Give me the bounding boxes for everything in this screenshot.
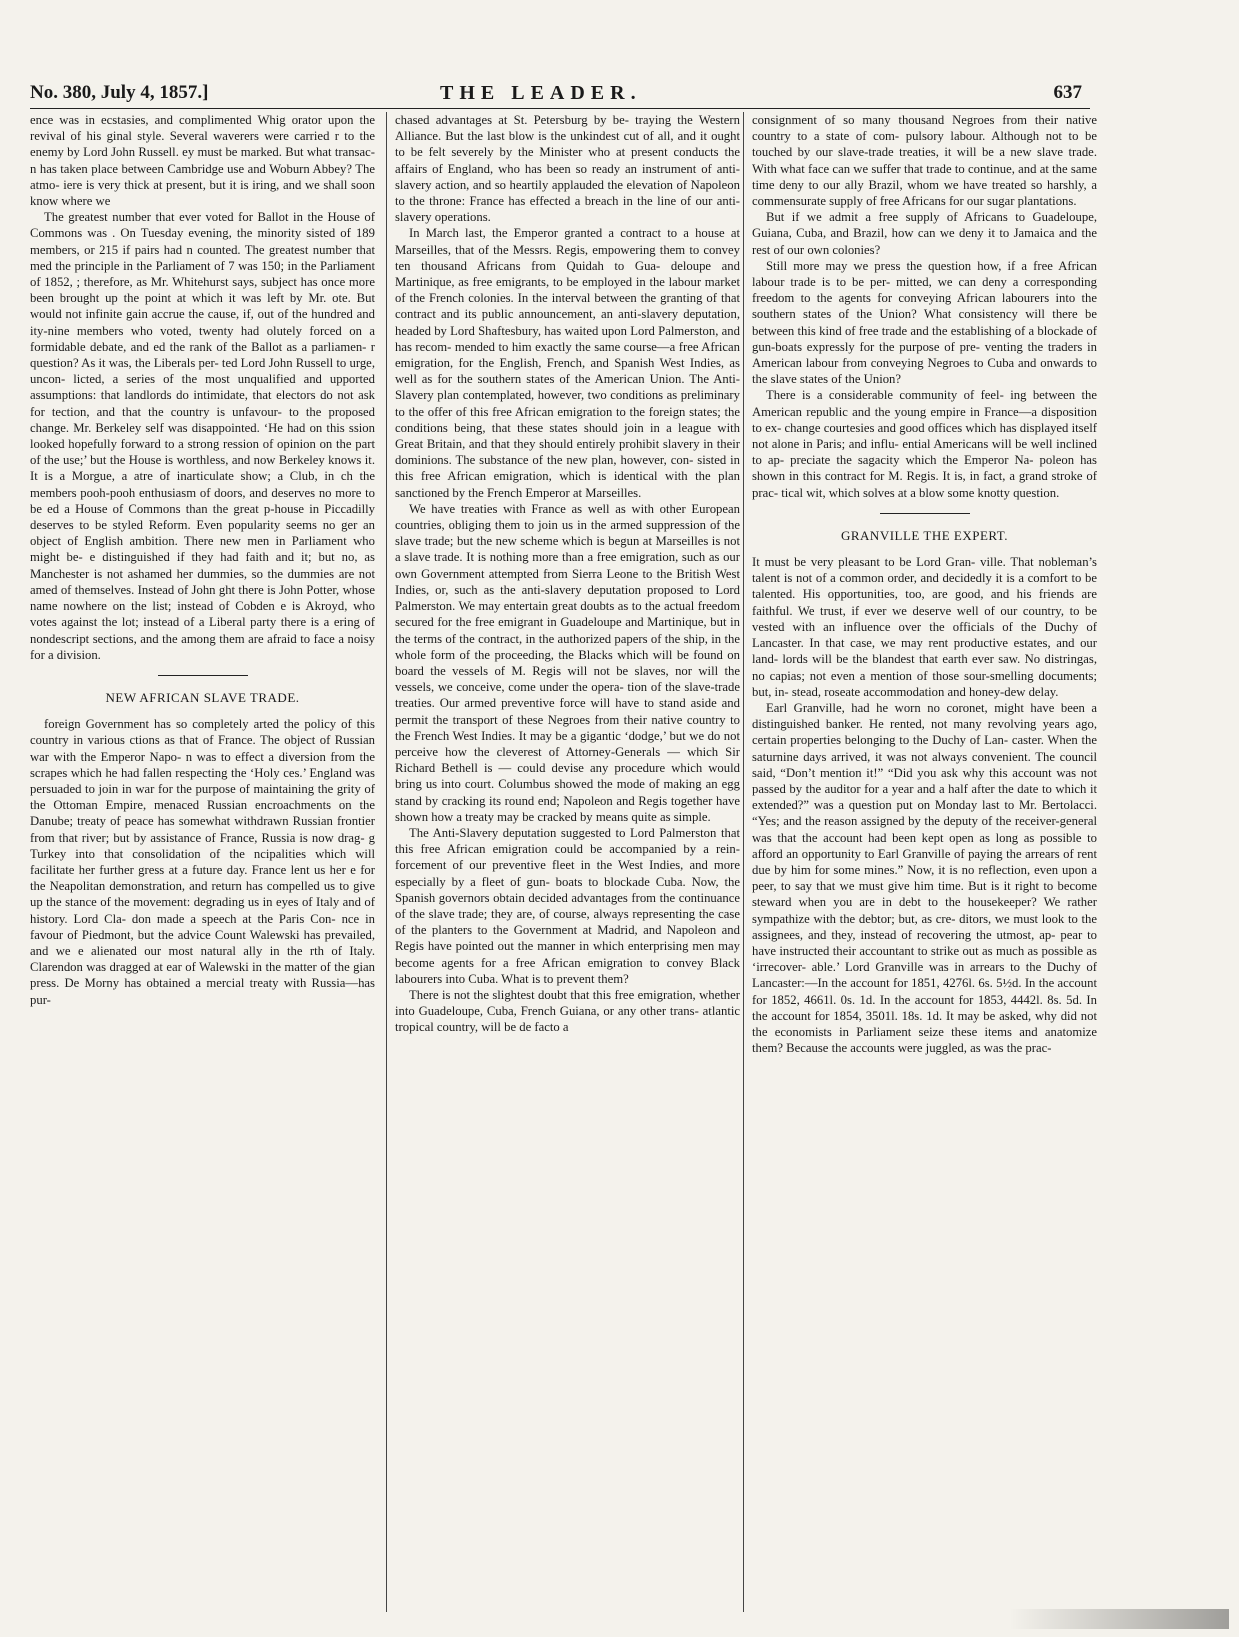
- page-number: 637: [1053, 82, 1082, 103]
- column-3: [743, 112, 1097, 1612]
- paragraph: It must be very pleasant to be Lord Gran- ville. That nobleman’s talent is not of a common order, and decidedly it is a comfort to be talented. His opportunities, too, are good, and his friends are faithful. We trust, if ever we deserve well of our country, to be vested with an influence over the officials of the Duchy of Lancaster. In that case, we may rent productive estates, and our land- lords will be the blandest that earth ever saw. No distringas, no capias; not even a mention of those sour-smelling documents; but, in- stead, roseate accommodation and honey-dew delay.: [752, 555, 1097, 699]
- paragraph: ence was in ecstasies, and complimented Whig orator upon the revival of his ginal style. Several waverers were carried r to the enemy by Lord John Russell. ey must be marked. But what transac- n has taken place between Cambridge use and Woburn Abbey? The atmo- iere is very thick at present, but it is iring, and we shall soon know where we: [30, 113, 375, 209]
- paragraph: The greatest number that ever voted for Ballot in the House of Commons was . On Tuesday evening, the minority sisted of 189 members, or 215 if pairs had n counted. The greatest number that med the principle in the Parliament of 7 was 150; in the Parliament of 1852, ; therefore, as Mr. Whitehurst says, subject has once more been brought up the point at which it was left by Mr. ote. But would not infinite gain accrue the cause, if, out of the hundred and ity-nine members who voted, twenty had olutely forced on a formidable debate, and ed the rank of the Ballot as a parliamen- r question? As it was, the Liberals per- ted Lord John Russell to urge, uncon- licted, a series of the most unqualified and upported assumptions: that landlords do intimidate, that electors do not ask for tection, and that the country is unfavour- to the proposed change. Mr. Berkeley self was disappointed. ‘He had on this ssion looked hopefully forward to a strong ression of opinion on the part of the use;’ but the House is worthless, and now Berkeley knows it. It is a Morgue, a atre of inarticulate show; a Club, in ch the members pooh-pooh enthusiasm of doors, and deserves no more to be ed a House of Commons than the great p-house in Piccadilly deserves to be styled Reform. Even popularity seems no ger an object of English ambition. There new men in Parliament who might be- e distinguished if they had faith and it; but no, as Manchester is not ashamed her dummies, so the dummies are not amed of themselves. Instead of John ght there is John Potter, whose name nowhere on the list; instead of Cobden e is Akroyd, who votes against the lot; instead of a Liberal party there is a ering of nondescript sections, and the among them are afraid to face a noisy for a division.: [30, 210, 375, 662]
- column-2: [386, 112, 740, 1612]
- paragraph: The Anti-Slavery deputation suggested to Lord Palmerston that this free African emigration could be accompanied by a rein- forcement of our preventive fleet in the West Indies, and more especially by a fleet of gun- boats to blockade Cuba. Now, the Spanish governors obtain decided advantages from the continuance of the slave trade; they are, of course, always representing the case of the planters to the Government at Madrid, and Napoleon and Regis have pointed out the manner in which enterprising men may become agents for a free African emigration to convey Black labourers into Cuba. What is to prevent them?: [395, 825, 740, 986]
- section-divider: [880, 513, 970, 514]
- paragraph: Earl Granville, had he worn no coronet, might have been a distinguished banker. He rented, not many revolving years ago, certain properties belonging to the Duchy of Lan- caster. When the saturnine days arrived, it was not always convenient. The council said, “Don’t mention it!” “Did you ask why this account was not passed by the auditor for a year and a half after the date to which it extended?” was a question put on Monday last to Mr. Bertolacci. “Yes; and the reason assigned by the deputy of the receiver-general was that the account had been kept open as long as possible to afford an opportunity to Earl Granville of paying the arrears of rent due by him for some mines.” Now, it is no reflection, even upon a peer, to say that we must give him time. But is it right to become steward when you are in debt to the housekeeper? We rather sympathize with the debtor; but, as cre- ditors, we must look to the assignees, and they, instead of recovering the utmost, ap- pear to have instructed their accountant to strike out as much as possible as ‘irrecover- able.’ Lord Granville was in arrears to the Duchy of Lancaster:—In the account for 1851, 4276l. 6s. 5½d. In the account for 1852, 4661l. 0s. 1d. In the account for 1853, 4442l. 8s. 5d. In the account for 1854, 3501l. 18s. 1d. It may be asked, why did not the economists in Parliament seize these items and anatomize them? Because the accounts were juggled, as was the prac-: [752, 700, 1097, 1056]
- scan-edge-shadow: [1009, 1609, 1229, 1629]
- masthead: [30, 80, 1090, 109]
- paragraph: There is a considerable community of feel- ing between the American republic and the young empire in France—a disposition to ex- change courtesies and good offices which has displayed itself not alone in Paris; and influ- ential Americans will be well inclined to ap- preciate the sagacity which the Emperor Na- poleon has shown in this contract for M. Regis. It is, in fact, a grand stroke of prac- tical wit, which solves at a blow some knotty question.: [752, 388, 1097, 500]
- paragraph: Still more may we press the question how, if a free African labour trade is to be per- mitted, we can deny a corresponding freedom to the agents for conveying African labourers into the southern states of the Union? What consistency will there be between this kind of free trade and the establishing of a blockade of gun-boats expressly for the purpose of pre- venting the traders in American labour from conveying Negroes to Cuba and onwards to the slave states of the Union?: [752, 258, 1097, 387]
- paragraph: We have treaties with France as well as with other European countries, obliging them to join us in the armed suppression of the slave trade; but the new scheme which is begun at Marseilles is not a slave trade. It is nothing more than a free emigration, such as our own Government attempted from Sierra Leone to the British West Indies, or, such as the anti-slavery deputation proposed to Lord Palmerston. We may entertain great doubts as to the actual freedom secured for the free emigrant in Guadeloupe and Martinique, but in the terms of the contract, in the authorized papers of the ship, in the whole form of the proceeding, the Blacks which will be found on board the vessels of M. Regis will not be slaves, nor will the vessels, we conceive, come under the opera- tion of the slave-trade treaties. Our armed preventive force will have to stand aside and permit the transport of these Negroes from their native country to the French West Indies. It may be a gigantic ‘dodge,’ but we do not perceive how the cleverest of Attorney-Generals — which Sir Richard Bethell is — could devise any procedure which would bring us into court. Columbus showed the mode of making an egg stand by cracking its round end; Napoleon and Regis together have shown how a treaty may be cracked by means quite as simple.: [395, 501, 740, 824]
- article-heading: NEW AFRICAN SLAVE TRADE.: [105, 689, 300, 705]
- paragraph: consignment of so many thousand Negroes from their native country to a state of com- pulsory labour. Although not to be touched by our slave-trade treaties, it will be a new slave trade. With what face can we suffer that trade to continue, and at the same time deny to our ally Brazil, whom we have treated so harshly, a commensurate supply of free Africans for our sugar plantations.: [752, 113, 1097, 209]
- paragraph: foreign Government has so completely arted the policy of this country in various ctions as that of France. The object of Russian war with the Emperor Napo- n was to effect a diversion from the scrapes which he had fallen respecting the ‘Holy ces.’ England was persuaded to join in war for the purpose of maintaining the grity of the Ottoman Empire, menaced Russian encroachments on the Danube; treaty of peace has somewhat withdrawn Russian frontier from that river; but by assistance of France, Russia is now drag- g Turkey into that consolidation of the ncipalities which will facilitate her further gress at a future day. France lent us her e for the Neapolitan demonstration, and return has compelled us to give up the stance of the movement: degrading us in eyes of Italy and of history. Lord Cla- don made a speech at the Paris Con- nce in favour of Piedmont, but the advice Count Walewski has prevailed, and we e alienated our most natural ally in the rth of Italy. Clarendon was dragged at ear of Walewski in the matter of the gian press. De Morny has obtained a mercial treaty with Russia—has pur-: [30, 717, 375, 1007]
- column-1: [30, 112, 375, 1612]
- paragraph: chased advantages at St. Petersburg by be- traying the Western Alliance. But the last blow is the unkindest cut of all, and it ought to be felt severely by the Minister who at present conducts the affairs of England, who has been so ready an instrument of anti- slavery action, and so heartily applauded the elevation of Napoleon to the throne: France has effected a breach in the line of our anti- slavery operations.: [395, 113, 740, 225]
- paragraph: There is not the slightest doubt that this free emigration, whether into Guadeloupe, Cuba, French Guiana, or any other trans- atlantic tropical country, will be de facto a: [395, 987, 740, 1035]
- paragraph: In March last, the Emperor granted a contract to a house at Marseilles, that of the Messrs. Regis, empowering them to convey ten thousand Africans from Quidah to Gua- deloupe and Martinique, as free emigrants, to be employed in the labour market of the French colonies. In the interval between the granting of that contract and its public announcement, an anti-slavery deputation, headed by Lord Shaftesbury, has waited upon Lord Palmerston, and has recom- mended to him exactly the same course—a free African emigration, for the English, French, and Spanish West Indies, as well as for the southern states of the American Union. The Anti-Slavery plan contemplated, however, two conditions as preliminary to the offer of this free African emigration to the foreign states; the conditions being, that these states should join in a league with Great Britain, and that they should entirely prohibit slavery in their dominions. The substance of the new plan, however, con- sisted in this free African emigration, which is identical with the plan sanctioned by the French Emperor at Marseilles.: [395, 226, 740, 500]
- article-heading: GRANVILLE THE EXPERT.: [840, 527, 1009, 543]
- newspaper-title: THE LEADER.: [440, 82, 642, 104]
- paragraph: But if we admit a free supply of Africans to Guadeloupe, Guiana, Cuba, and Brazil, how can we deny it to Jamaica and the rest of our own colonies?: [752, 210, 1097, 257]
- section-divider: [158, 675, 248, 676]
- issue-date: No. 380, July 4, 1857.]: [30, 82, 209, 103]
